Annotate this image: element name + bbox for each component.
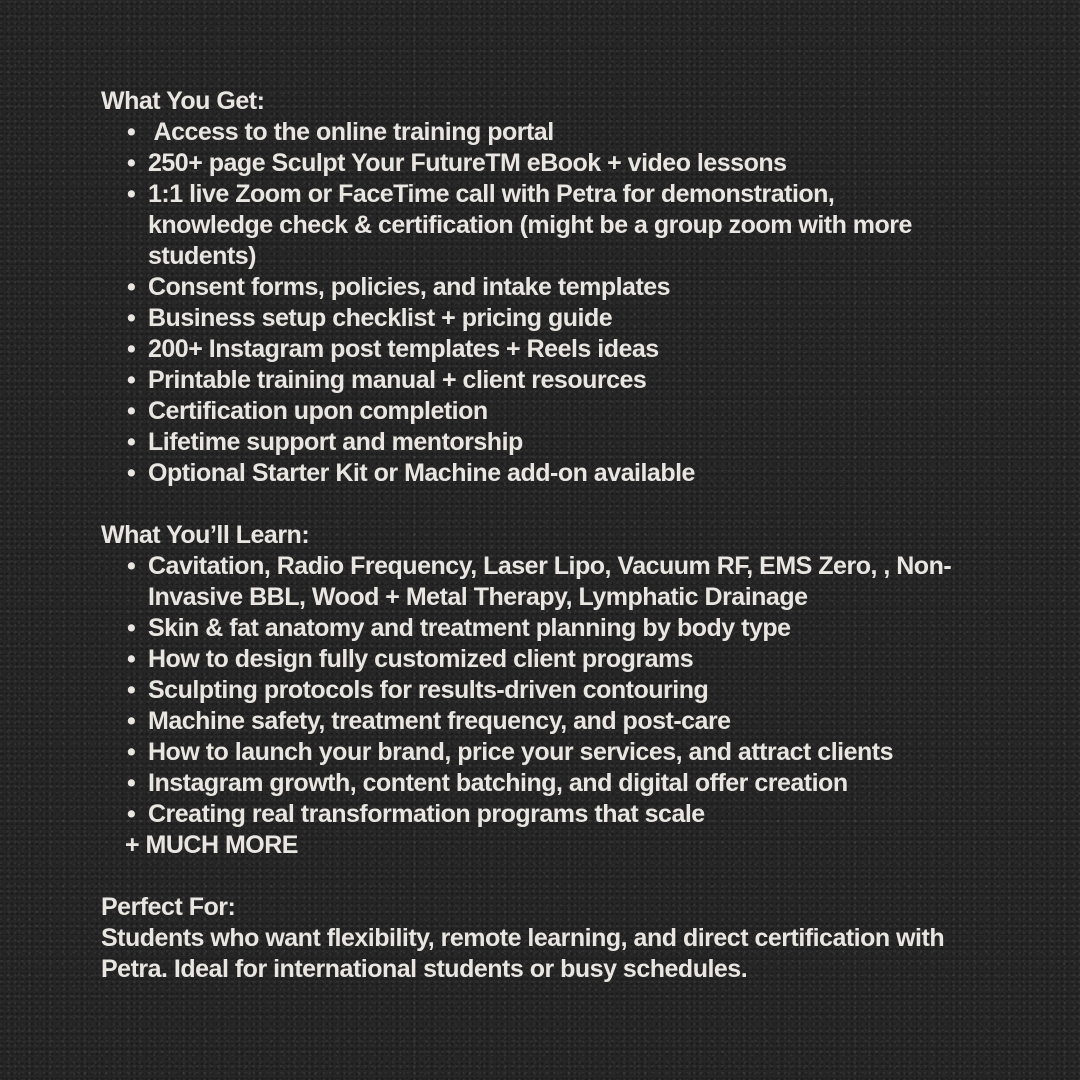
- bullet-icon: •: [127, 769, 136, 797]
- list-item-text: 1:1 live Zoom or FaceTime call with Petra for demonstration, knowledge check & certification (might be a group zoom with more students): [148, 180, 912, 270]
- bullet-icon: •: [127, 149, 136, 177]
- list-item: [127, 706, 1001, 737]
- bullet-icon: •: [127, 304, 136, 332]
- list-item-text: 250+ page Sculpt Your FutureTM eBook + video lessons: [148, 149, 787, 177]
- list-item: [127, 365, 1001, 396]
- course-details: [101, 86, 1001, 985]
- section-spacer: [101, 861, 1001, 892]
- list-item: [127, 117, 1001, 148]
- list-item-text: How to launch your brand, price your services, and attract clients: [148, 738, 893, 766]
- bullet-icon: •: [127, 645, 136, 673]
- list-item-text: Access to the online training portal: [148, 118, 554, 146]
- list-item-text: Printable training manual + client resources: [148, 366, 647, 394]
- list-item-text: Consent forms, policies, and intake templates: [148, 273, 671, 301]
- what-youll-learn-list: [101, 551, 1001, 830]
- much-more-label: + MUCH MORE: [125, 831, 298, 859]
- list-item: [127, 551, 978, 613]
- perfect-for-text: Students who want flexibility, remote learning, and direct certification with Petra. Ideal for international students or busy schedules.: [101, 924, 945, 983]
- bullet-icon: •: [127, 397, 136, 425]
- bullet-icon: •: [127, 738, 136, 766]
- list-item: [127, 179, 958, 272]
- list-item-text: Optional Starter Kit or Machine add-on available: [148, 459, 695, 487]
- list-item-text: Skin & fat anatomy and treatment planning by body type: [148, 614, 791, 642]
- list-item: [127, 303, 1001, 334]
- what-youll-learn-heading: What You’ll Learn:: [101, 521, 310, 549]
- perfect-for-heading: Perfect For:: [101, 893, 236, 921]
- list-item: [127, 458, 1001, 489]
- what-you-get-list: [101, 117, 1001, 489]
- list-item-text: Lifetime support and mentorship: [148, 428, 523, 456]
- list-item: [127, 396, 1001, 427]
- list-item: [127, 334, 1001, 365]
- bullet-icon: •: [127, 428, 136, 456]
- list-item-text: Instagram growth, content batching, and digital offer creation: [148, 769, 848, 797]
- list-item-text: Creating real transformation programs that scale: [148, 800, 705, 828]
- bullet-icon: •: [127, 707, 136, 735]
- list-item-text: Machine safety, treatment frequency, and post-care: [148, 707, 731, 735]
- list-item: [127, 768, 1001, 799]
- bullet-icon: •: [127, 552, 136, 580]
- list-item-text: Cavitation, Radio Frequency, Laser Lipo, Vacuum RF, EMS Zero, , Non-Invasive BBL, Wood + Metal Therapy, Lymphatic Drainage: [148, 552, 952, 611]
- list-item-text: Sculpting protocols for results-driven contouring: [148, 676, 709, 704]
- bullet-icon: •: [127, 459, 136, 487]
- list-item: [127, 644, 1001, 675]
- list-item: [127, 272, 1001, 303]
- list-item-text: How to design fully customized client programs: [148, 645, 694, 673]
- bullet-icon: •: [127, 180, 136, 208]
- bullet-icon: •: [127, 273, 136, 301]
- list-item: [127, 737, 1001, 768]
- list-item-text: Business setup checklist + pricing guide: [148, 304, 613, 332]
- list-item: [127, 799, 1001, 830]
- bullet-icon: •: [127, 118, 136, 146]
- section-spacer: [101, 489, 1001, 520]
- bullet-icon: •: [127, 335, 136, 363]
- bullet-icon: •: [127, 614, 136, 642]
- bullet-icon: •: [127, 800, 136, 828]
- bullet-icon: •: [127, 366, 136, 394]
- list-item: [127, 613, 1001, 644]
- list-item: [127, 148, 1001, 179]
- list-item-text: Certification upon completion: [148, 397, 488, 425]
- list-item-text: 200+ Instagram post templates + Reels ideas: [148, 335, 659, 363]
- list-item: [127, 675, 1001, 706]
- list-item: [127, 427, 1001, 458]
- what-you-get-heading: What You Get:: [101, 87, 265, 115]
- bullet-icon: •: [127, 676, 136, 704]
